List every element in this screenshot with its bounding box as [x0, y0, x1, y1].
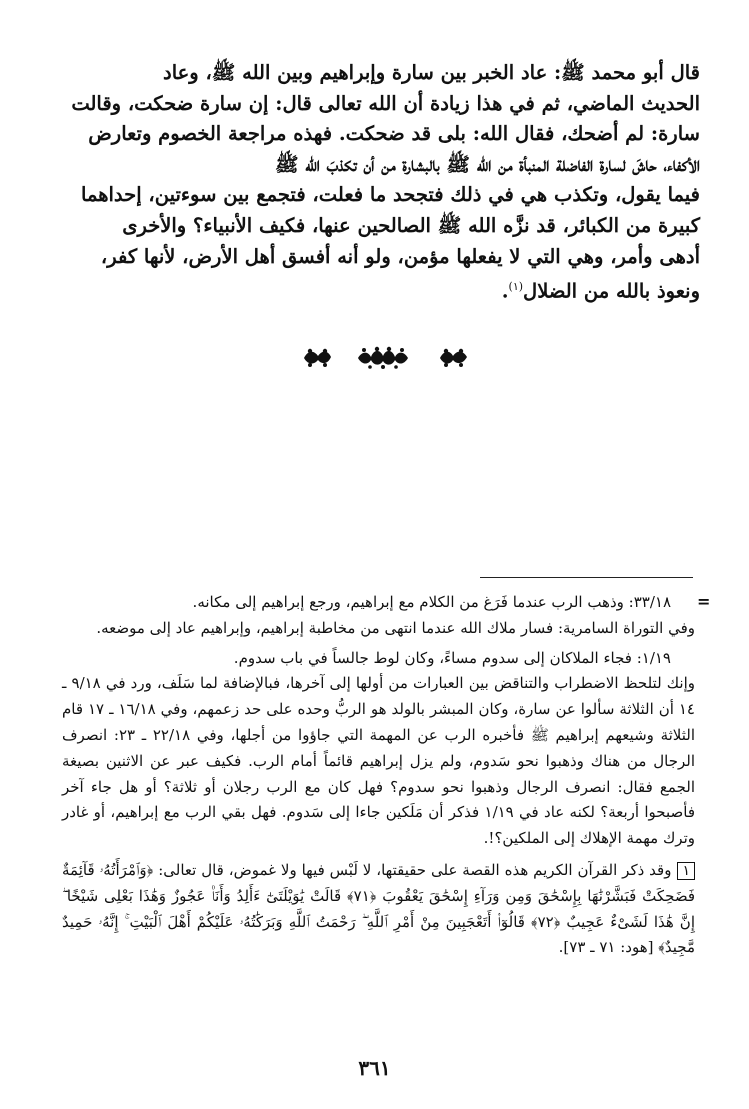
footnote-commentary: وإنك لتلحظ الاضطراب والتناقض بين العبارات من أولها إلى آخرها، فبالإضافة لما سَلَف، ورد في ٩/١٨ ـ ١٤ أن الثلاثة سألوا عن سارة، وكان المبشر بالولد هو الربُّ وحده على حد زعمهم، وفي ١٦/١٨ ـ ١٧ قام الثلاثة وشيعهم إبراهيم ﷺ فأخبره الرب عن المهمة التي جاؤوا من أجلها، وفي ٢٢/١٨ ـ ٢٣: انصرف الرجال من هناك وذهبوا نحو سَدوم، ولم يزل إبراهيم قائماً أمام الرب. فكيف عبر عن الاثنين بصيغة الجمع فقال: انصرف الرجال وذهبوا نحو سدوم؟ فهل كان مع الرب رجلان أو ثلاثة؟ أو هل جاء آخر فأصبحوا أربعة؟ لكنه عاد في ١/١٩ فذكر أن مَلَكين جاءا إلى سَدوم. فهل بقي الرب مع إبراهيم، أو غادر وترك مهمة الإهلاك إلى الملكين؟!. — [62, 674, 696, 848]
continuation-marker: = — [697, 592, 711, 611]
footnote-verse-33: ٣٣/١٨: وذهب الرب عندما فَرَغ من الكلام مع إبراهيم، ورجع إبراهيم إلى مكانه. — [192, 593, 671, 611]
footnotes — [62, 590, 695, 961]
main-line: فيما يقول، وتكذب هي في ذلك فتجحد ما فعلت، فتجمع بين سوءتين، إحداهما — [81, 183, 700, 207]
main-line: كبيرة من الكبائر، قد نزَّه الله ﷺ الصالحين عنها، فكيف الأنبياء؟ والأخرى — [122, 213, 700, 237]
main-paragraph — [60, 58, 700, 307]
main-line-last — [60, 272, 700, 307]
ornament-left — [304, 349, 331, 367]
main-line: أدهى وأمر، وهي التي لا يفعلها مؤمن، ولو أنه أفسق أهل الأرض، لأنها كفر، — [100, 244, 700, 268]
footnote-quran — [62, 858, 695, 961]
footnote-samaritan: وفي التوراة السامرية: فسار ملاك الله عندما انتهى من مخاطبة إبراهيم، وإبراهيم عاد إلى موضعه. — [96, 618, 695, 637]
main-last-text: ونعوذ بالله من الضلال — [523, 279, 700, 303]
floral-ornament-icon — [300, 345, 475, 371]
footnote-verse-19-1: ١/١٩: فجاء الملاكان إلى سدوم مساءً، وكان لوط جالساً في باب سدوم. — [233, 648, 671, 667]
main-line: الحديث الماضي، ثم في هذا زيادة أن الله تعالى قال: إن سارة ضحكت، وقالت — [71, 91, 700, 115]
footnote-divider — [480, 577, 693, 578]
footnote-reference: (١) — [508, 280, 524, 294]
quran-note-text: وقد ذكر القرآن الكريم هذه القصة على حقيقتها، لا لَبْس فيها ولا غموض، قال تعالى: ﴿وَٱمْرَأَتُهُۥ قَآئِمَةٌ فَضَحِكَتْ فَبَشَّرْنَٰهَا بِإِسْحَٰقَ وَمِن وَرَآءِ إِسْحَٰقَ يَعْقُوبَ ﴿٧١﴾ قَالَتْ يَٰوَيْلَتَىٰٓ ءَأَلِدُ وَأَنَا۠ عَجُوزٌ وَهَٰذَا بَعْلِى شَيْخًا ۖ إِنَّ هَٰذَا لَشَىْءٌ عَجِيبٌ ﴿٧٢﴾ قَالُوٓا۟ أَتَعْجَبِينَ مِنْ أَمْرِ ٱللَّهِ ۖ رَحْمَتُ ٱللَّهِ وَبَرَكَٰتُهُۥ عَلَيْكُمْ أَهْلَ ٱلْبَيْتِ ۚ إِنَّهُۥ حَمِيدٌ مَّجِيدٌ﴾ [هود: ٧١ ـ ٧٣]. — [62, 860, 696, 957]
end-punctuation: . — [501, 279, 509, 303]
ornament-center — [358, 347, 408, 369]
main-line: سارة: لم أضحك، فقال الله: بلى قد ضحكت. فهذه مراجعة الخصوم وتعارض — [88, 122, 700, 146]
page-number: ٣٦١ — [358, 1056, 391, 1080]
footnote-number-box: ١ — [677, 862, 695, 880]
main-line: قال أبو محمد ﷺ: عاد الخبر بين سارة وإبراهيم وبين الله ﷺ، وعاد — [163, 61, 700, 84]
ornament-right — [440, 349, 467, 367]
main-line: الأكفاء، حاشَ لسارة الفاضلة المنبأة من الله ﷺ بالبشارة من أن تكذبَ الله ﷺ — [274, 152, 700, 176]
